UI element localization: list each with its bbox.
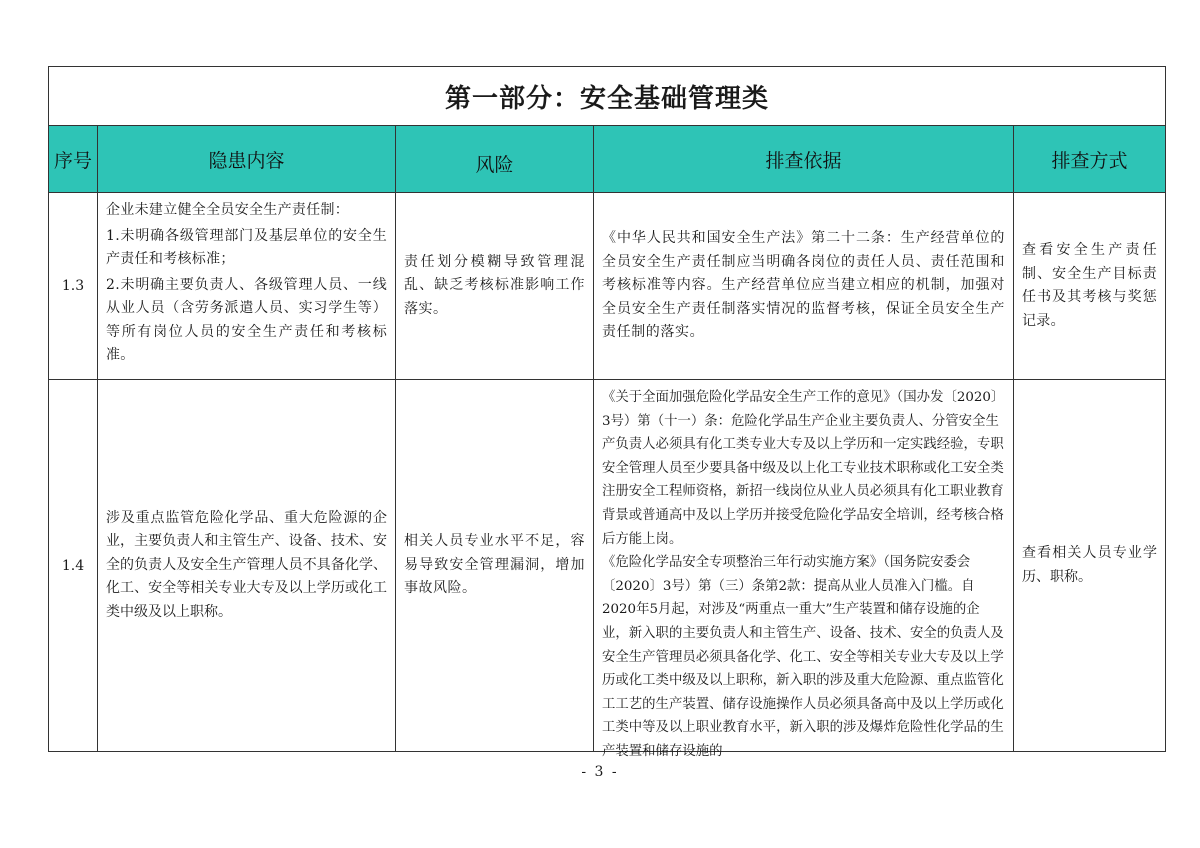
row-index: 1.3	[49, 193, 98, 380]
basis-text: 《中华人民共和国安全生产法》第二十二条：生产经营单位的全员安全生产责任制应当明确各岗位的责任人员、责任范围和考核标准等内容。生产经营单位应当建立相应的机制，加强对全员安全生产责任制落实情况的监督考核，保证全员安全生产责任制的落实。	[602, 230, 1005, 341]
table-row	[49, 380, 1166, 752]
risk-cell: 责任划分模糊导致管理混乱、缺乏考核标准影响工作落实。	[396, 193, 594, 380]
page-number: - 3 -	[581, 764, 619, 780]
basis-cell	[594, 380, 1014, 759]
hazard-cell	[98, 380, 396, 752]
header-risk: 风险	[396, 126, 594, 193]
basis-text: 《危险化学品安全专项整治三年行动实施方案》（国务院安委会〔2020〕3号）第（三）条第2款：提高从业人员准入门槛。自2020年5月起，对涉及“两重点一重大”生产装置和储存设施的企业，新入职的主要负责人和主管生产、设备、技术、安全的负责人及安全生产管理员必须具备化学、化工、安全等相关专业大专及以上学历或化工类中级及以上职称，新入职的涉及重大危险源、重点监管化工工艺的生产装置、储存设施操作人员必须具备高中及以上学历或化工类中等及以上职业教育水平，新入职的涉及爆炸危险性化学品的生产装置和储存设施的	[602, 555, 1004, 759]
hazard-text: 1.未明确各级管理部门及基层单位的安全生产责任和考核标准；	[106, 227, 387, 267]
hazard-text: 2.未明确主要负责人、各级管理人员、一线从业人员（含劳务派遣人员、实习学生等）等所有岗位人员的安全生产责任和考核标准。	[106, 276, 387, 363]
header-basis: 排查依据	[594, 126, 1014, 193]
method-cell: 查看安全生产责任制、安全生产目标责任书及其考核与奖惩记录。	[1014, 193, 1166, 380]
row-index: 1.4	[49, 380, 98, 752]
basis-cell	[594, 193, 1014, 380]
hazard-cell	[98, 193, 396, 380]
basis-text: 《关于全面加强危险化学品安全生产工作的意见》（国办发〔2020〕3号）第（十一）条：危险化学品生产企业主要负责人、分管安全生产负责人必须具有化工类专业大专及以上学历和一定实践经验，专职安全管理人员至少要具备中级及以上化工专业技术职称或化工安全类注册安全工程师资格，新招一线岗位从业人员必须具有化工职业教育背景或普通高中及以上学历并接受危险化学品安全培训，经考核合格后方能上岗。	[602, 390, 1005, 547]
hazard-text: 涉及重点监管危险化学品、重大危险源的企业，主要负责人和主管生产、设备、技术、安全的负责人及安全生产管理人员不具备化学、化工、安全等相关专业大专及以上学历或化工类中级及以上职称。	[106, 509, 387, 620]
header-method: 排查方式	[1014, 126, 1166, 193]
hazard-table	[48, 66, 1166, 759]
basis-wrap	[602, 386, 1005, 759]
method-cell: 查看相关人员专业学历、职称。	[1014, 380, 1166, 752]
risk-cell: 相关人员专业水平不足，容易导致安全管理漏洞，增加事故风险。	[396, 380, 594, 752]
header-row	[49, 126, 1166, 193]
section-title: 第一部分：安全基础管理类	[49, 67, 1166, 126]
hazard-text: 企业未建立健全全员安全生产责任制：	[106, 202, 350, 218]
table-row	[49, 193, 1166, 380]
header-hazard: 隐患内容	[98, 126, 396, 193]
header-index: 序号	[49, 126, 98, 193]
